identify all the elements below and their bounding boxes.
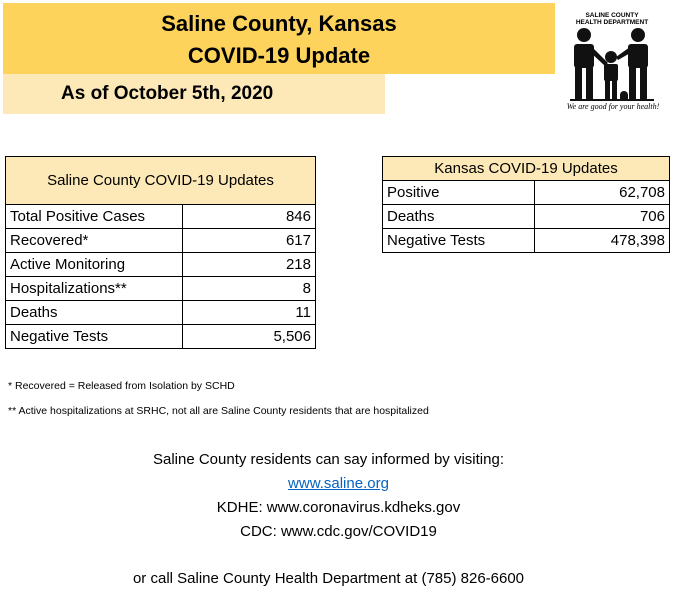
as-of-date: As of October 5th, 2020 [61,83,274,104]
county-row-value: 617 [183,229,316,253]
footnote-hospitalizations: ** Active hospitalizations at SRHC, not all are Saline County residents that are hospitalized [8,405,429,417]
county-row-value: 218 [183,253,316,277]
kansas-table [382,156,670,253]
county-row-label: Hospitalizations** [6,277,183,301]
table-row [383,205,670,229]
county-row-label: Negative Tests [6,325,183,349]
family-icon [570,27,654,101]
saline-website-link[interactable]: www.saline.org [288,475,389,492]
state-row-value: 62,708 [535,181,670,205]
table-row [6,277,316,301]
state-row-value: 706 [535,205,670,229]
county-table-header: Saline County COVID-19 Updates [6,157,316,205]
state-table-header: Kansas COVID-19 Updates [383,157,670,181]
logo-name-line1: SALINE COUNTY [585,12,639,19]
table-row [383,229,670,253]
county-row-label: Total Positive Cases [6,205,183,229]
county-row-value: 11 [183,301,316,325]
cdc-website-text: CDC: www.cdc.gov/COVID19 [240,523,437,540]
table-row [6,301,316,325]
page-title: Saline County, Kansas [161,11,397,36]
county-row-label: Deaths [6,301,183,325]
kdhe-website-text: KDHE: www.coronavirus.kdheks.gov [216,499,461,516]
logo-tagline: We are good for your health! [566,102,660,111]
county-row-value: 5,506 [183,325,316,349]
table-row [6,229,316,253]
footnote-recovered: * Recovered = Released from Isolation by SCHD [8,380,235,392]
saline-county-table [5,156,316,349]
date-banner [3,74,385,114]
logo-name-line2: HEALTH DEPARTMENT [575,19,649,26]
health-department-logo [556,6,668,114]
county-row-label: Recovered* [6,229,183,253]
county-row-value: 846 [183,205,316,229]
info-intro-text: Saline County residents can say informed by visiting: [152,451,504,468]
state-row-label: Positive [383,181,535,205]
state-row-label: Negative Tests [383,229,535,253]
page-subtitle: COVID-19 Update [187,43,371,68]
state-row-label: Deaths [383,205,535,229]
table-row [383,181,670,205]
county-row-label: Active Monitoring [6,253,183,277]
phone-contact-text: or call Saline County Health Department at (785) 826-6600 [132,570,525,587]
state-row-value: 478,398 [535,229,670,253]
table-row [6,253,316,277]
table-row [6,205,316,229]
table-row [6,325,316,349]
county-row-value: 8 [183,277,316,301]
title-banner [3,3,555,74]
